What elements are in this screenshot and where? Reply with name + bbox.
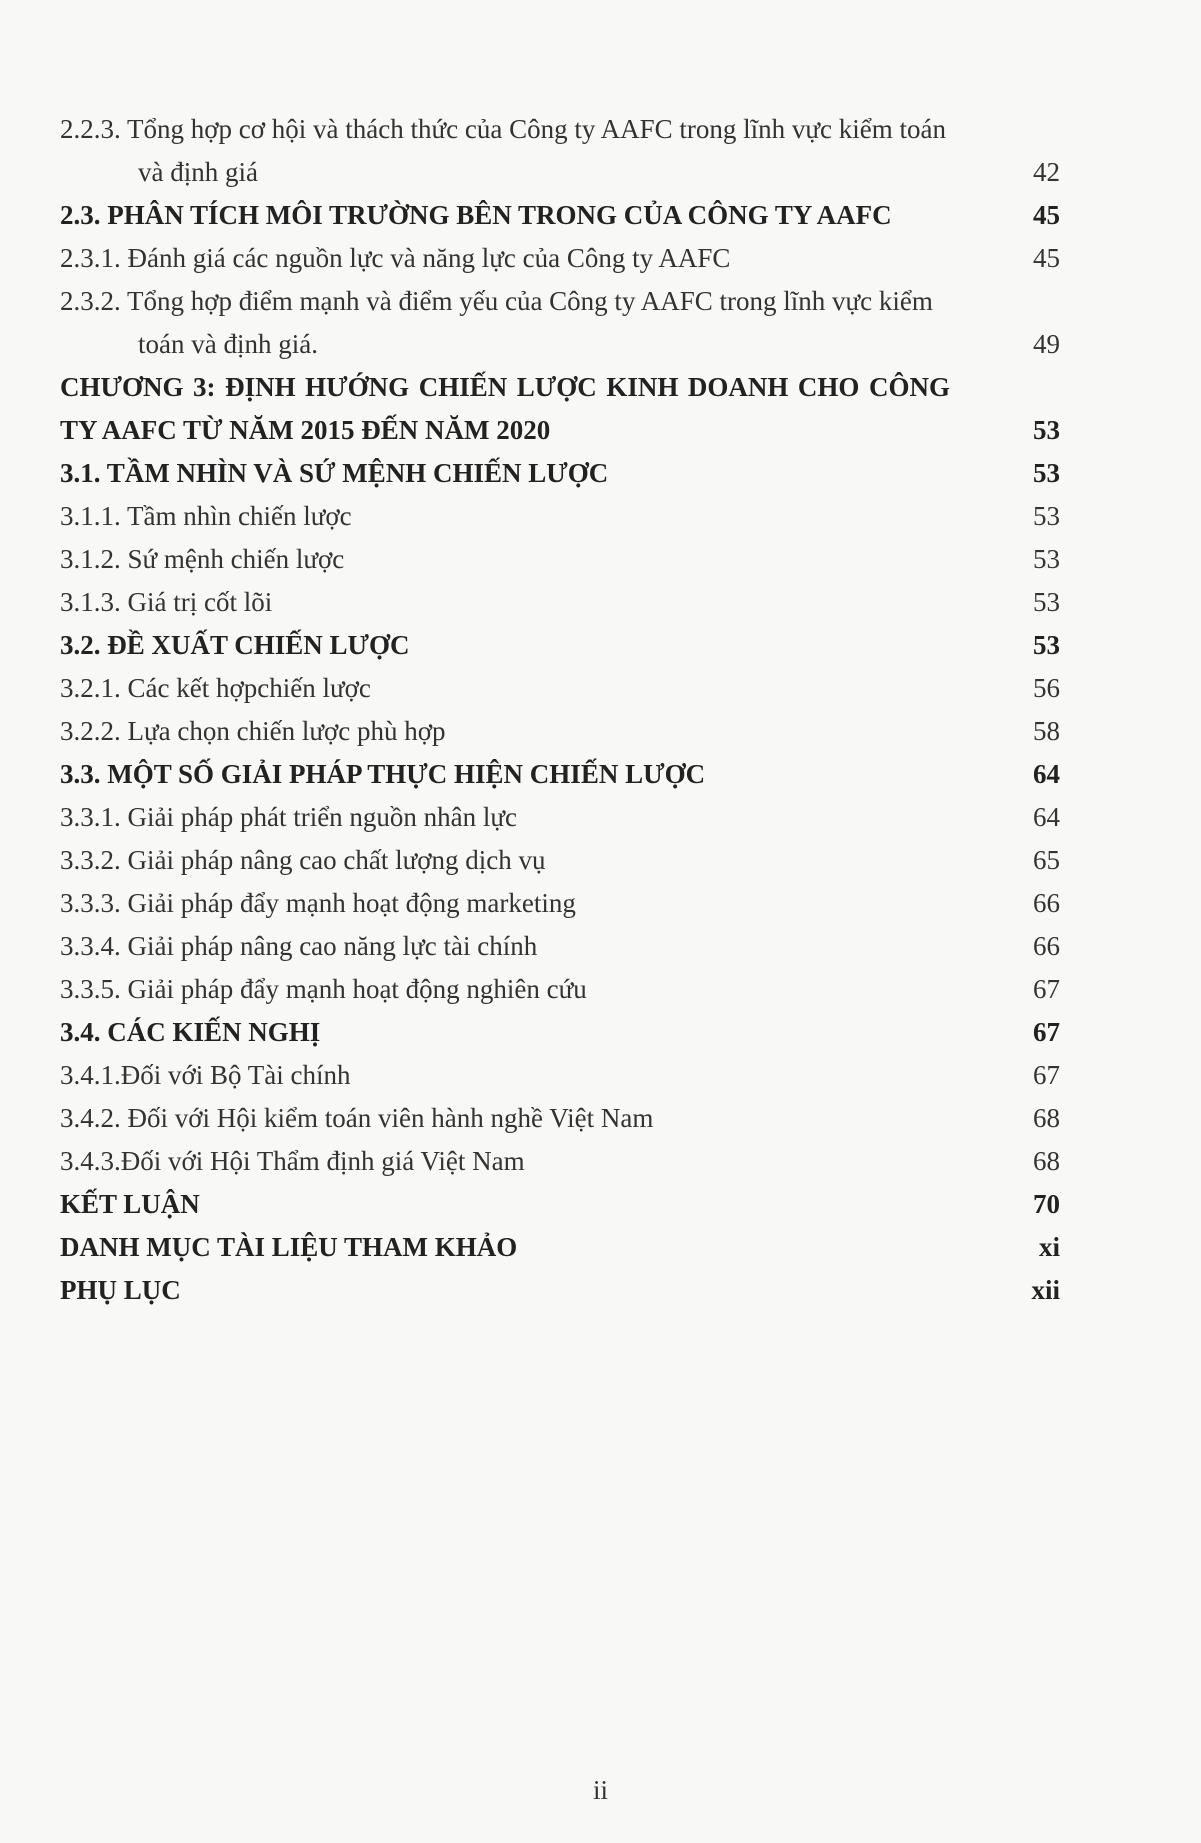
toc-entry-page: 45 [1033, 200, 1060, 230]
toc-entry-title: 3.4.3.Đối với Hội Thẩm định giá Việt Nam [60, 1146, 525, 1176]
toc-entry [60, 538, 1060, 581]
page-number: ii [592, 1775, 608, 1805]
toc-entry-page: 56 [1033, 673, 1060, 703]
toc-entry [60, 839, 1060, 882]
toc-entry-page: 65 [1033, 845, 1060, 875]
toc-entry [60, 1226, 1060, 1269]
toc-entry [60, 710, 1060, 753]
toc-entry [60, 194, 1060, 237]
toc-entry-title: 2.3. PHÂN TÍCH MÔI TRƯỜNG BÊN TRONG CỦA CÔNG TY AAFC [60, 200, 892, 230]
toc-entry [60, 1054, 1060, 1097]
toc-entry [60, 452, 1060, 495]
toc-entry [60, 1011, 1060, 1054]
toc-entry-page: 49 [1033, 329, 1060, 359]
toc-entry-page: 58 [1033, 716, 1060, 746]
toc-entry [60, 882, 1060, 925]
toc-entry-title: 3.2. ĐỀ XUẤT CHIẾN LƯỢC [60, 630, 410, 660]
toc-entry-title: CHƯƠNG 3: ĐỊNH HƯỚNG CHIẾN LƯỢC KINH DOANH CHO CÔNG TY AAFC TỪ NĂM 2015 ĐẾN NĂM 2020 [60, 372, 950, 445]
toc-entry [60, 925, 1060, 968]
toc-entry [60, 108, 1060, 194]
toc-entry-title: 3.1.3. Giá trị cốt lõi [60, 587, 273, 617]
toc-entry-title: DANH MỤC TÀI LIỆU THAM KHẢO [60, 1232, 518, 1262]
toc-entry-title: 3.3. MỘT SỐ GIẢI PHÁP THỰC HIỆN CHIẾN LƯỢC [60, 759, 706, 789]
toc-entry-page: 53 [1033, 415, 1060, 445]
toc-entry [60, 968, 1060, 1011]
toc-entry-title: 3.1.1. Tầm nhìn chiến lược [60, 501, 352, 531]
toc-entry-page: 45 [1033, 243, 1060, 273]
toc-entry-title: 3.4.1.Đối với Bộ Tài chính [60, 1060, 351, 1090]
toc-entry-page: 53 [1033, 630, 1060, 660]
toc-entry-page: 64 [1033, 759, 1060, 789]
toc-entry [60, 667, 1060, 710]
toc-entry-title: 3.3.4. Giải pháp nâng cao năng lực tài chính [60, 931, 538, 961]
toc-entry-page: 67 [1033, 974, 1060, 1004]
toc-entry-title: 3.4.2. Đối với Hội kiểm toán viên hành nghề Việt Nam [60, 1103, 654, 1133]
toc-entry-page: 53 [1033, 501, 1060, 531]
toc-entry-title: 3.1.2. Sứ mệnh chiến lược [60, 544, 345, 574]
toc-entry-page: 67 [1033, 1060, 1060, 1090]
toc-entry-title: 3.3.3. Giải pháp đẩy mạnh hoạt động marketing [60, 888, 576, 918]
toc-entry-page: xii [1031, 1275, 1060, 1305]
toc-entry-page: 70 [1033, 1189, 1060, 1219]
toc-entry-page: 53 [1033, 544, 1060, 574]
toc-entry-title: 3.2.2. Lựa chọn chiến lược phù hợp [60, 716, 446, 746]
toc-entry-page: 66 [1033, 888, 1060, 918]
toc-entry-title: 3.3.5. Giải pháp đẩy mạnh hoạt động nghiên cứu [60, 974, 587, 1004]
toc-entry-title: 3.3.1. Giải pháp phát triển nguồn nhân lực [60, 802, 518, 832]
toc-entry-title: 3.2.1. Các kết hợpchiến lược [60, 673, 371, 703]
toc-entry-page: 68 [1033, 1146, 1060, 1176]
toc-entry-title: 3.1. TẦM NHÌN VÀ SỨ MỆNH CHIẾN LƯỢC [60, 458, 609, 488]
toc-entry-page: 53 [1033, 458, 1060, 488]
toc-entry-page: 64 [1033, 802, 1060, 832]
toc-entry [60, 581, 1060, 624]
toc-entry [60, 280, 1060, 366]
toc-entry-page: xi [1038, 1232, 1060, 1262]
toc-entry-page: 67 [1033, 1017, 1060, 1047]
toc-entry-title: 3.4. CÁC KIẾN NGHỊ [60, 1017, 321, 1047]
toc-entry [60, 366, 1060, 452]
toc-entry [60, 1097, 1060, 1140]
toc-entry [60, 495, 1060, 538]
toc-entry-title: 2.3.1. Đánh giá các nguồn lực và năng lực của Công ty AAFC [60, 243, 731, 273]
toc-entry [60, 624, 1060, 667]
toc-entry-title: 2.2.3. Tổng hợp cơ hội và thách thức của Công ty AAFC trong lĩnh vực kiểm toán và định giá [60, 114, 946, 187]
toc-entry-page: 53 [1033, 587, 1060, 617]
toc-entry [60, 1140, 1060, 1183]
toc-entry-page: 42 [1033, 157, 1060, 187]
toc-entry [60, 1269, 1060, 1312]
toc-entry-title: 2.3.2. Tổng hợp điểm mạnh và điểm yếu của Công ty AAFC trong lĩnh vực kiểm toán và định giá. [60, 286, 933, 359]
toc-entry-page: 66 [1033, 931, 1060, 961]
toc-entry [60, 237, 1060, 280]
toc-entry [60, 1183, 1060, 1226]
toc-entry-title: KẾT LUẬN [60, 1189, 200, 1219]
toc-entry-title: 3.3.2. Giải pháp nâng cao chất lượng dịch vụ [60, 845, 546, 875]
toc-entry-title: PHỤ LỤC [60, 1275, 181, 1305]
toc-entry [60, 796, 1060, 839]
table-of-contents [60, 108, 1060, 1312]
toc-entry-page: 68 [1033, 1103, 1060, 1133]
toc-entry [60, 753, 1060, 796]
